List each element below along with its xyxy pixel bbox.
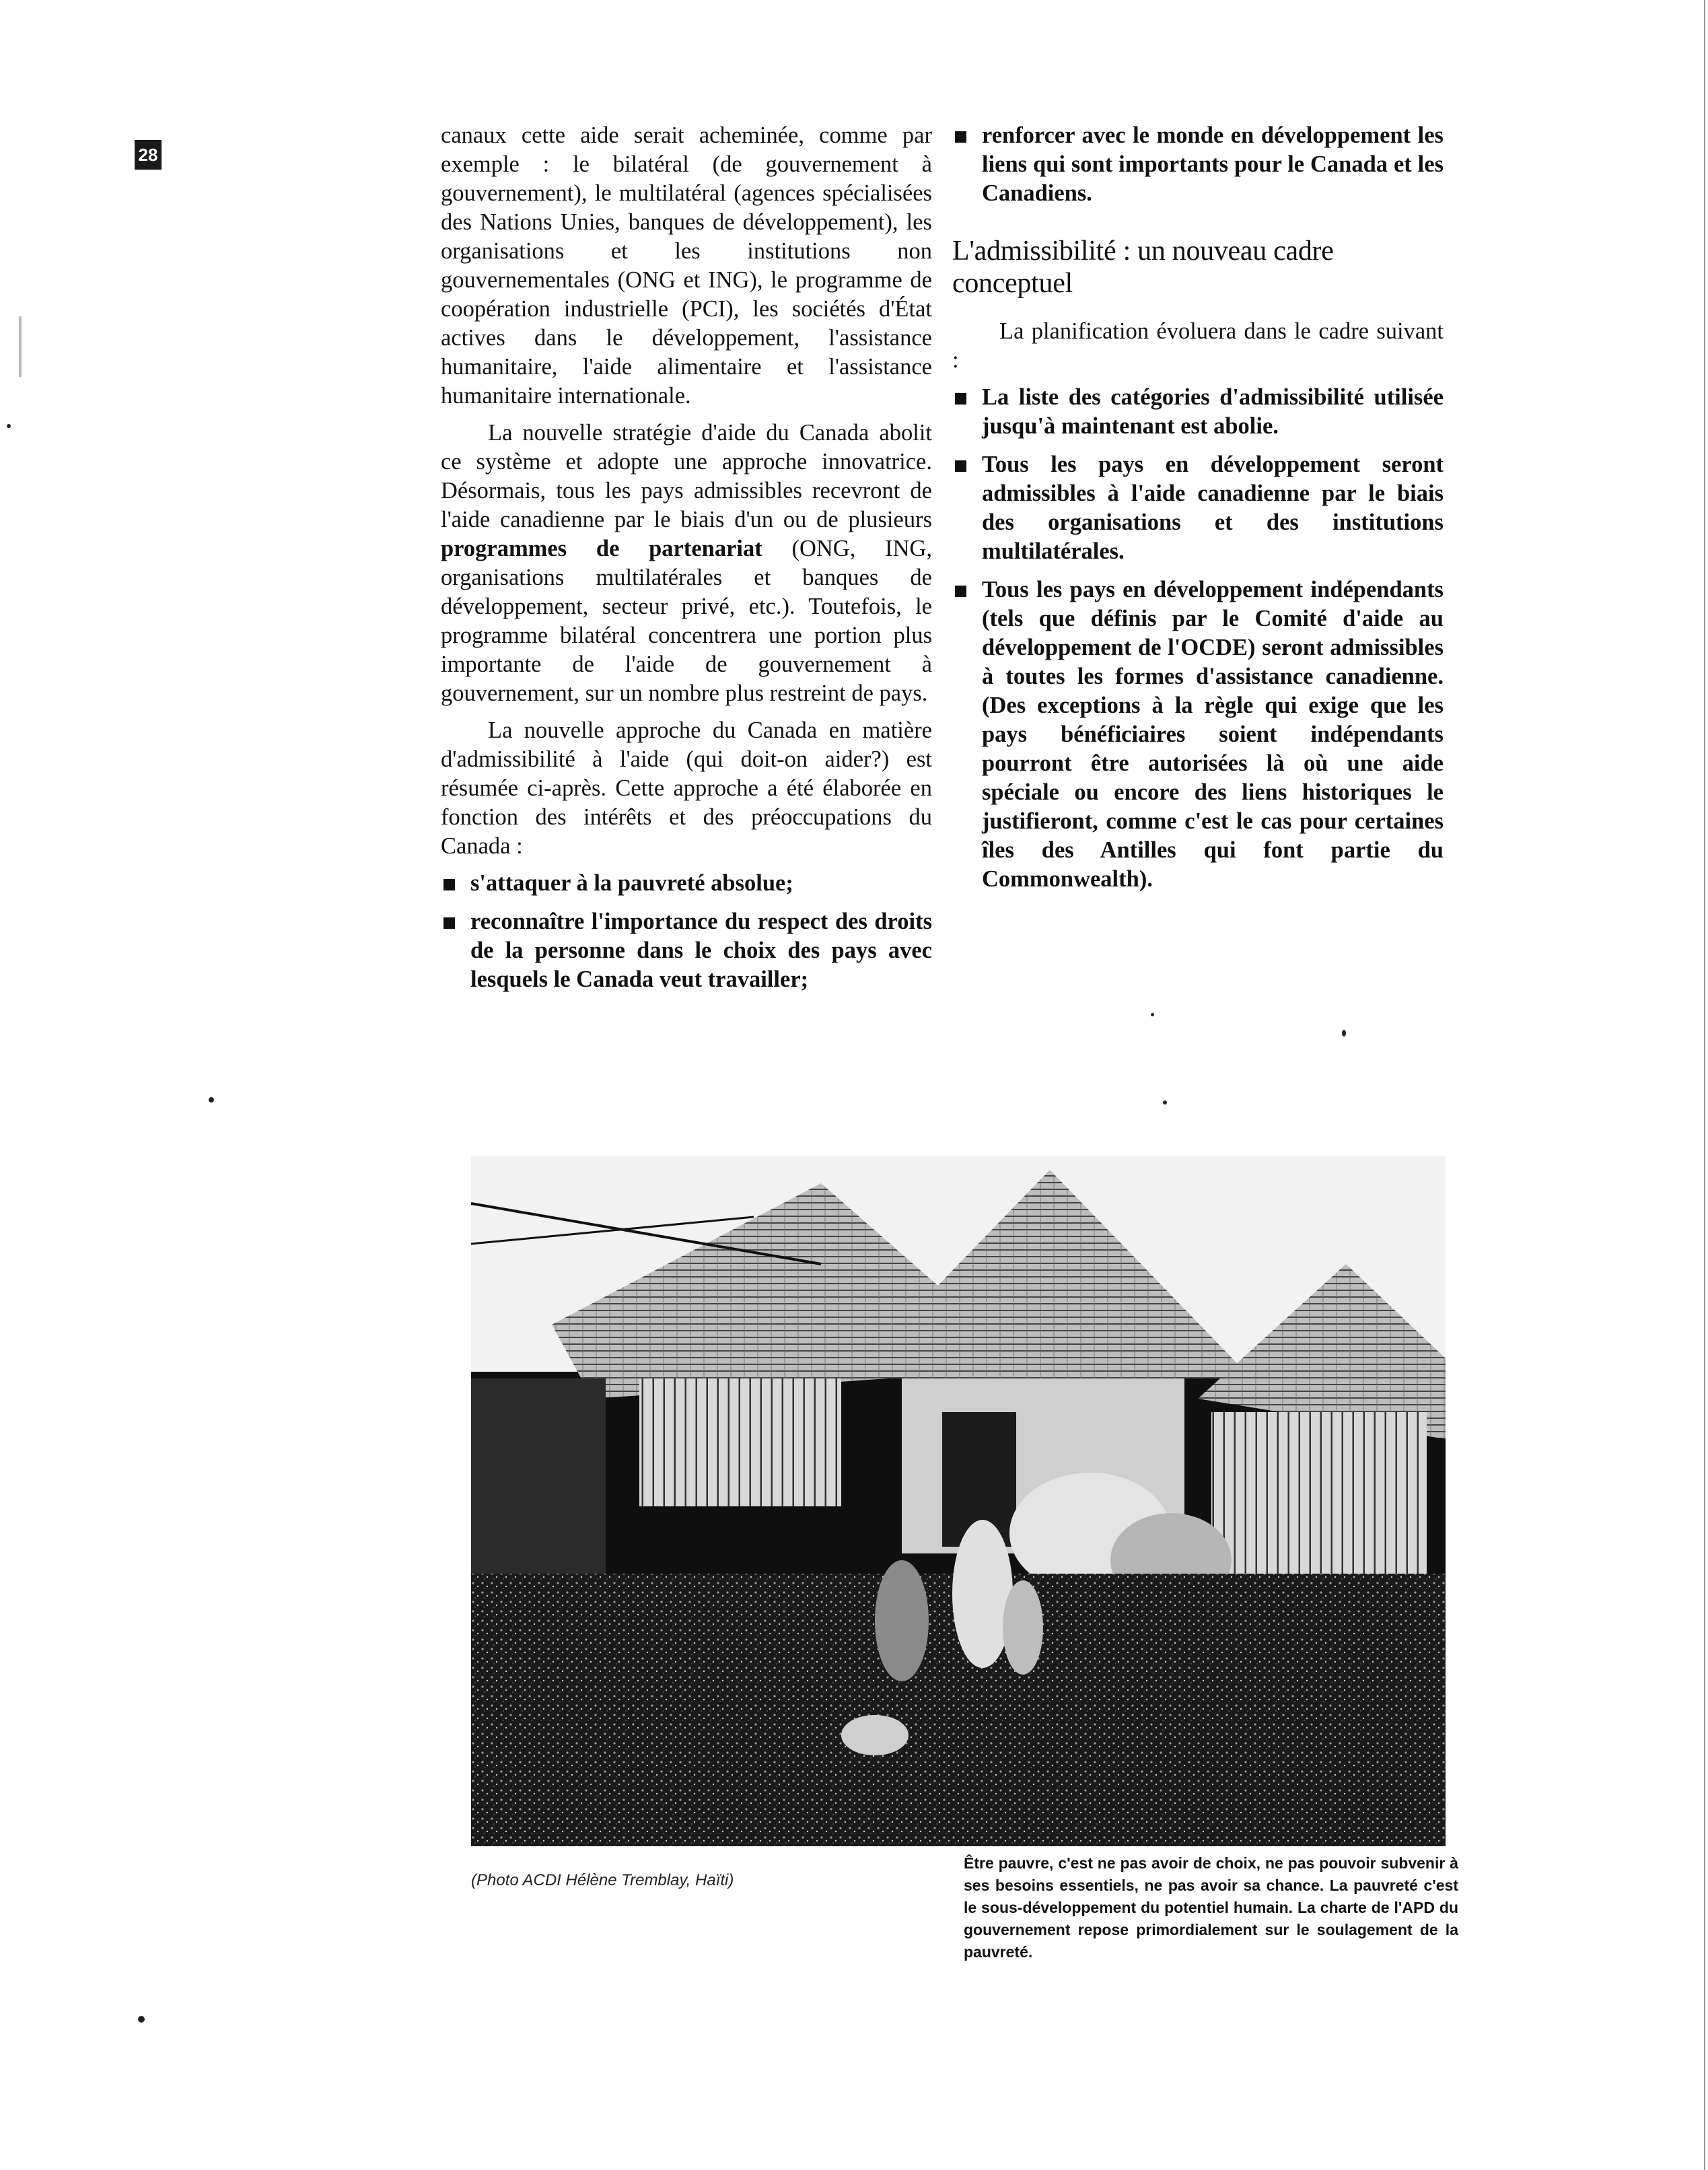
left-bullet-1: s'attaquer à la pauvreté absolue; (441, 869, 932, 898)
scan-speck (138, 2016, 145, 2023)
right-column (952, 121, 1444, 903)
right-bullet-list (952, 383, 1444, 894)
photo-credit: (Photo ACDI Hélène Tremblay, Haïti) (471, 1871, 734, 1889)
photo-haiti-village (471, 1156, 1446, 1846)
left-paragraph-2 (441, 419, 932, 708)
left-paragraph-1: canaux cette aide serait acheminée, comme par exemple : le bilatéral (de gouvernement à gouvernement), le multilatéral (agences spécialisées des Nations Unies, banques de développement), les organisations et les institutions non gouvernementales (ONG et ING), le programme de coopération industrielle (PCI), les sociétés d'État actives dans le développement, l'assistance humanitaire, l'aide alimentaire et l'assistance humanitaire internationale. (441, 123, 932, 409)
scan-mark (19, 316, 22, 377)
right-top-bullet-list (952, 121, 1444, 208)
left-column (441, 121, 932, 1004)
scan-speck (1151, 1013, 1154, 1016)
left-paragraph-2-start: La nouvelle stratégie d'aide du Canada abolit ce système et adopte une approche innovatrice. Désormais, tous les pays admissibles recevront de l'aide canadienne par le biais d'un ou de plusieurs (441, 420, 932, 532)
photo-caption: Être pauvre, c'est ne pas avoir de choix, ne pas pouvoir subvenir à ses besoins essentiels, ne pas avoir sa chance. La pauvreté c'est le sous-développement du potentiel humain. La charte de l'APD du gouvernement repose primordialement sur le soulagement de la pauvreté. (964, 1854, 1458, 1961)
left-bullet-list (441, 869, 932, 994)
right-bullet-1: La liste des catégories d'admissibilité utilisée jusqu'à maintenant est abolie. (952, 383, 1444, 441)
page-number: 28 (135, 140, 162, 170)
right-bullet-2: Tous les pays en développement seront admissibles à l'aide canadienne par le biais des organisations et des institutions multilatérales. (952, 450, 1444, 566)
scan-speck (1163, 1100, 1167, 1105)
scan-speck (1342, 1030, 1346, 1037)
scan-edge-line (1704, 0, 1705, 2170)
right-intro: La planification évoluera dans le cadre suivant : (952, 318, 1444, 373)
left-paragraph-2-end: (ONG, ING, organisations multilatérales et banques de développement, secteur privé, etc.). Toutefois, le programme bilatéral concentrera une portion plus importante de l'aide de gouvernement à gouvernement, sur un nombre plus restreint de pays. (441, 536, 932, 706)
right-bullet-3: Tous les pays en développement indépendants (tels que définis par le Comité d'aide au développement de l'OCDE) seront admissibles à toutes les formes d'assistance canadienne. (Des exceptions à la règle qui exige que les pays bénéficiaires soient indépendants pourront être autorisées là où une aide spéciale ou encore des liens historiques le justifieront, comme c'est le cas pour certaines îles des Antilles qui font partie du Commonwealth). (952, 575, 1444, 894)
right-top-bullet: renforcer avec le monde en développement les liens qui sont importants pour le Canada et les Canadiens. (952, 121, 1444, 208)
left-bullet-2: reconnaître l'importance du respect des droits de la personne dans le choix des pays avec lesquels le Canada veut travailler; (441, 907, 932, 994)
left-paragraph-3: La nouvelle approche du Canada en matière d'admissibilité à l'aide (qui doit-on aider?) est résumée ci-après. Cette approche a été élaborée en fonction des intérêts et des préoccupations du Canada : (441, 718, 932, 859)
scan-speck (7, 424, 11, 428)
photo-image (471, 1156, 1446, 1846)
section-heading: L'admissibilité : un nouveau cadre conceptuel (952, 236, 1334, 299)
scan-speck (209, 1097, 214, 1102)
left-paragraph-2-bold: programmes de partenariat (441, 536, 762, 561)
